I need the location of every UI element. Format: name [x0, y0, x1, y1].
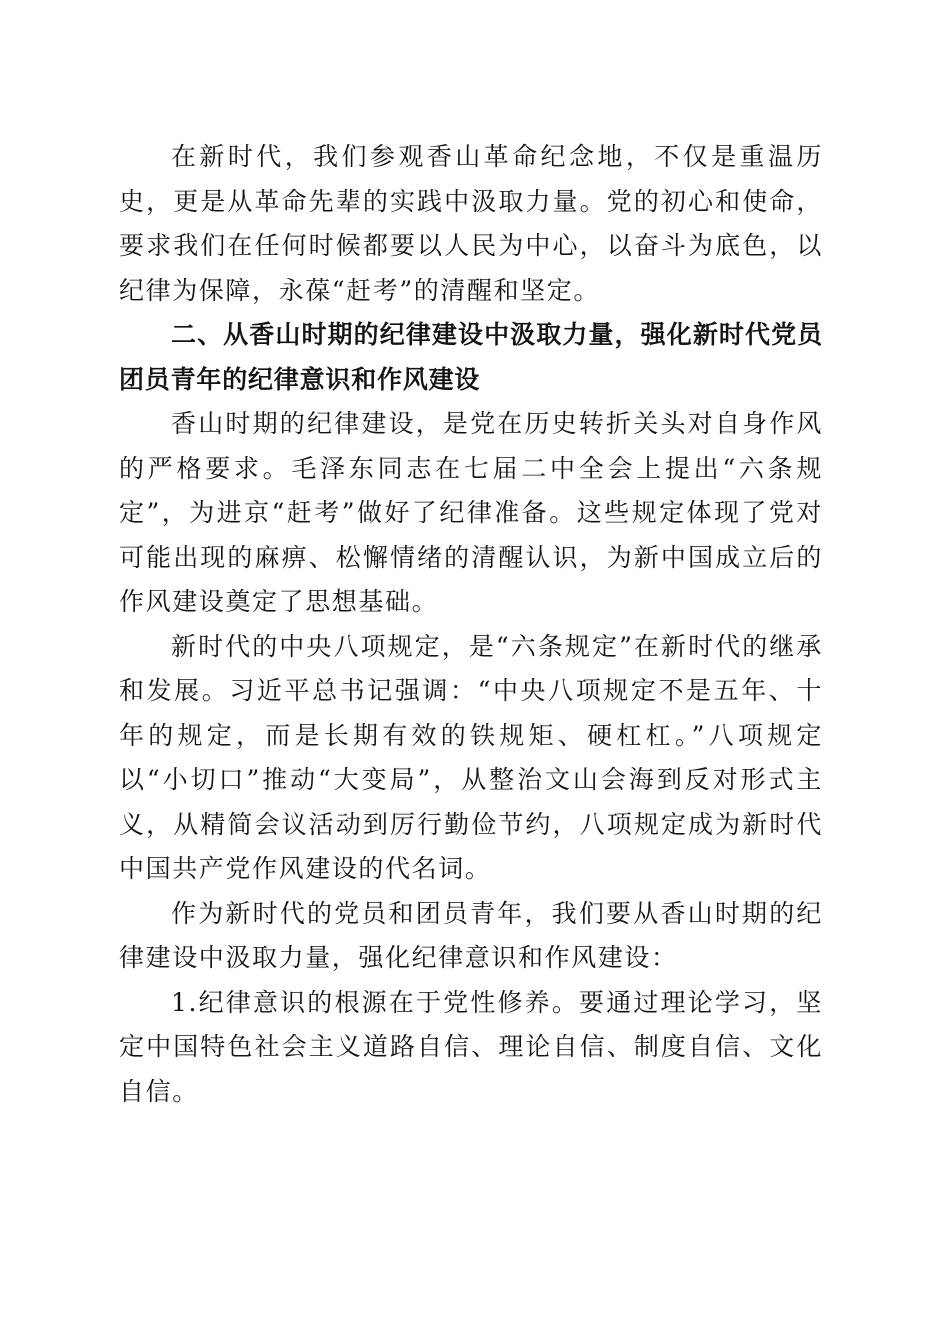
paragraph-2: 香山时期的纪律建设，是党在历史转折关头对自身作风的严格要求。毛泽东同志在七届二中全会上提出“六条规定”，为进京“赶考”做好了纪律准备。这些规定体现了党对可能出现的麻痹、松懈情绪的清醒认识，为新中国成立后的作风建设奠定了思想基础。	[119, 409, 823, 616]
paragraph-5: 1.纪律意识的根源在于党性修养。要通过理论学习，坚定中国特色社会主义道路自信、理论自信、制度自信、文化自信。	[119, 987, 823, 1106]
document-body	[119, 135, 823, 1114]
section-heading-2: 二、从香山时期的纪律建设中汲取力量，强化新时代党员团员青年的纪律意识和作风建设	[119, 320, 823, 394]
paragraph-1: 在新时代，我们参观香山革命纪念地，不仅是重温历史，更是从革命先辈的实践中汲取力量。党的初心和使命，要求我们在任何时候都要以人民为中心，以奋斗为底色，以纪律为保障，永葆“赶考”的清醒和坚定。	[119, 142, 823, 305]
paragraph-4: 作为新时代的党员和团员青年，我们要从香山时期的纪律建设中汲取力量，强化纪律意识和作风建设：	[119, 898, 823, 972]
paragraph-3: 新时代的中央八项规定，是“六条规定”在新时代的继承和发展。习近平总书记强调：“中央八项规定不是五年、十年的规定，而是长期有效的铁规矩、硬杠杠。”八项规定以“小切口”推动“大变局”，从整治文山会海到反对形式主义，从精简会议活动到厉行勤俭节约，八项规定成为新时代中国共产党作风建设的代名词。	[119, 631, 823, 883]
